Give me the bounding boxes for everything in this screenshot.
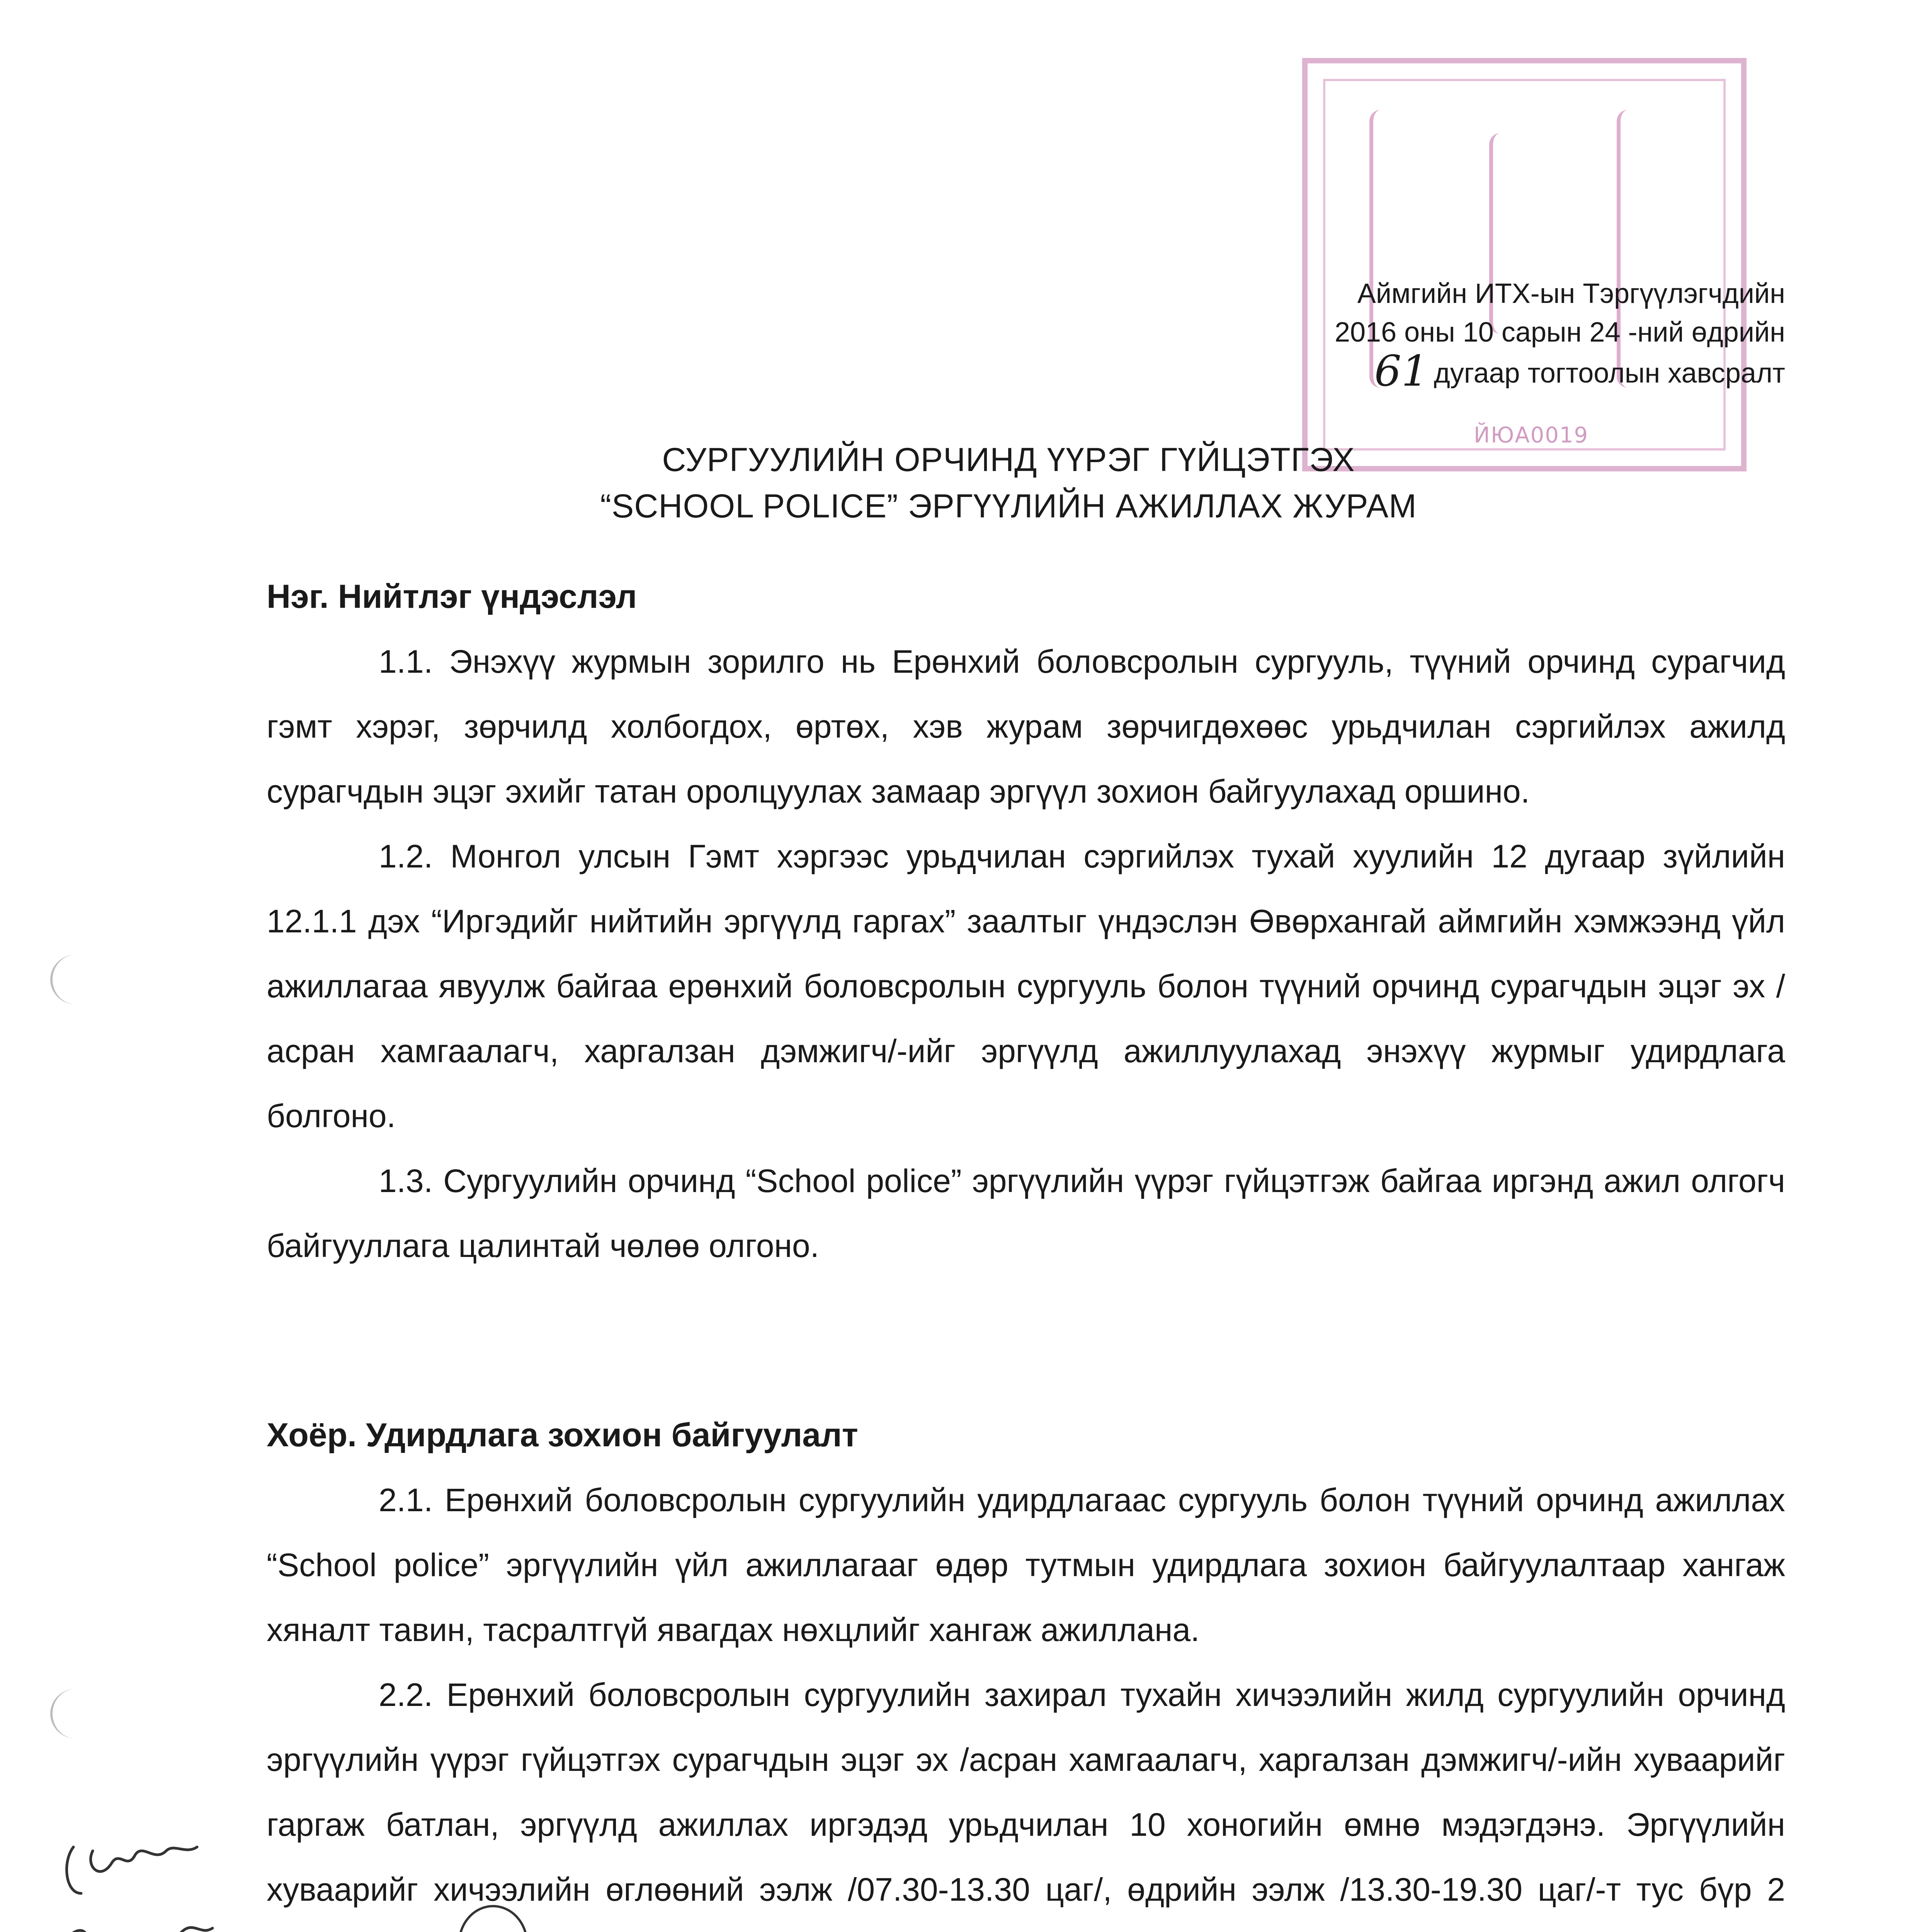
paragraph: 1.3. Сургуулийн орчинд “School police” эргүүлийн үүрэг гүйцэтгэж байгаа иргэнд ажил олгогч байгууллага цалинтай чөлөө олгоно. (267, 1163, 1785, 1264)
paragraph: 2.1. Ерөнхий боловсролын сургуулийн удирдлагаас сургууль болон түүний орчинд ажиллах “School police” эргүүлийн үйл ажиллагааг өдөр тутмын удирдлага зохион байгуулалтаар хангаж хяналт тавин, тасралтгүй явагдах нөхцлийг хангаж ажиллана. (267, 1482, 1785, 1648)
resolution-number: 61 (1374, 346, 1429, 396)
attachment-note (1335, 274, 1785, 396)
attachment-line-1: Аймгийн ИТХ-ын Тэргүүлэгчдийн (1357, 278, 1785, 309)
section-heading: Нэг. Нийтлэг үндэслэл (267, 578, 637, 615)
official-stamp (1302, 58, 1747, 471)
punch-hole-mark (50, 1689, 103, 1739)
section-1 (267, 564, 1785, 1278)
punch-hole-mark (50, 954, 103, 1005)
stamp-code: ЙЮА0019 (1474, 423, 1589, 448)
attachment-line-3 (1335, 346, 1785, 396)
section-heading: Хоёр. Удирдлага зохион байгуулалт (267, 1417, 858, 1454)
title-line-1: СУРГУУЛИЙН ОРЧИНД ҮҮРЭГ ГҮЙЦЭТГЭХ (662, 441, 1355, 478)
paragraph: 1.2. Монгол улсын Гэмт хэргээс урьдчилан сэргийлэх тухай хуулийн 12 дугаар зүйлийн 12.1.1 дэх “Иргэдийг нийтийн эргүүлд гаргах” заалтыг үндэслэн Өвөрхангай аймгийн хэмжээнд үйл ажиллагаа явуулж байгаа ерөнхий боловсролын сургууль болон түүний орчинд сурагчдын эцэг эх /асран хамгаалагч, харгалзан дэмжигч/-ийг эргүүлд ажиллуулахад энэхүү журмыг удирдлага болгоно. (267, 838, 1785, 1134)
paragraph: 2.2. Ерөнхий боловсролын сургуулийн захирал тухайн хичээлийн жилд сургуулийн орчинд эргүүлийн үүрэг гүйцэтгэх сурагчдын эцэг эх /асран хамгаалагч, харгалзан дэмжигч/-ийн хуваарийг гаргаж батлан, эргүүлд ажиллах иргэдэд урьдчилан 10 хоногийн өмнө мэдэгдэнэ. Эргүүлийн хуваарийг хичээлийн өглөөний ээлж /07.30-13.30 цаг/, өдрийн ээлж /13.30-19.30 цаг/-т тус бүр 2 (267, 1677, 1785, 1908)
attachment-line-2: 2016 оны 10 сарын 24 -ний өдрийн (1335, 317, 1785, 348)
section-2 (267, 1403, 1785, 1932)
attachment-line-3-text: дугаар тогтоолын хавсралт (1434, 358, 1785, 389)
title-line-2: “SCHOOL POLICE” ЭРГҮҮЛИЙН АЖИЛЛАХ ЖУРАМ (600, 488, 1417, 525)
paragraph: 1.1. Энэхүү журмын зорилго нь Ерөнхий боловсролын сургууль, түүний орчинд сурагчид гэмт хэрэг, зөрчилд холбогдох, өртөх, хэв журам зөрчигдөхөөс урьдчилан сэргийлэх ажилд сурагчдын эцэг эхийг татан оролцуулах замаар эргүүл зохион байгуулахад оршино. (267, 643, 1785, 810)
handwritten-margin-note (58, 1816, 243, 1932)
document-title (0, 437, 1932, 529)
